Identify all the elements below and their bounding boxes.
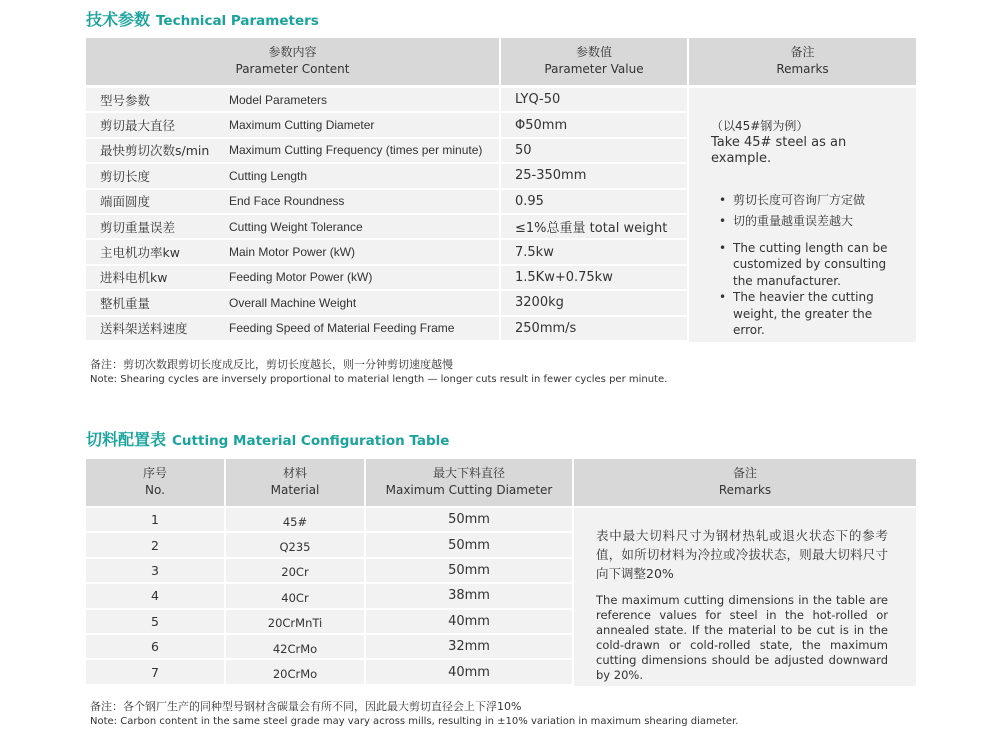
max-diameter: 40mm	[366, 660, 572, 683]
material: 20Cr	[226, 559, 364, 582]
header-en: Remarks	[718, 483, 772, 497]
header-max-diameter	[366, 459, 572, 506]
header-cn: 材料	[282, 466, 307, 480]
param-name-en: Cutting Weight Tolerance	[229, 219, 363, 234]
max-diameter: 50mm	[366, 508, 572, 531]
header-cn: 参数值	[575, 45, 612, 59]
max-diameter: 32mm	[366, 635, 572, 658]
row-number: 3	[86, 559, 224, 582]
material: 45#	[226, 508, 364, 531]
header-parameter-content	[86, 38, 499, 85]
param-name-cn: 型号参数	[100, 92, 151, 108]
remark-en: The maximum cutting dimensions in the table are reference values for steel in the hot-rolled or annealed state. If the material to be cut is in the cold-drawn or cold-rolled state, the maximum cutting dimensions should be adjusted downward by 20%.	[596, 593, 888, 682]
param-value: 25-350mm	[501, 164, 687, 187]
material: 42CrMo	[226, 635, 364, 658]
header-remarks	[689, 38, 916, 85]
param-value: 50	[501, 139, 687, 162]
remark-bullet: • 切的重量越重误差越大	[703, 211, 906, 232]
note-cn: 备注：剪切次数跟剪切长度成反比，剪切长度越长，则一分钟剪切速度越慢	[90, 358, 453, 371]
header-en: Maximum Cutting Diameter	[385, 483, 553, 497]
param-name-en: Feeding Motor Power (kW)	[229, 270, 373, 285]
param-name-cn: 端面圆度	[100, 194, 151, 210]
param-name-en: Maximum Cutting Diameter	[229, 118, 375, 133]
param-name-en: End Face Roundness	[229, 194, 345, 209]
row-number: 6	[86, 635, 224, 658]
param-name-en: Cutting Length	[229, 168, 308, 183]
remarks-cell	[689, 88, 916, 342]
header-remarks	[574, 459, 916, 506]
remark-example-cn: （以45#钢为例）	[711, 119, 809, 133]
header-material	[226, 459, 364, 506]
header-cn: 最大下料直径	[432, 466, 505, 480]
param-value: LYQ-50	[501, 88, 687, 111]
title-en: Cutting Material Configuration Table	[172, 433, 450, 449]
row-number: 4	[86, 584, 224, 607]
row-number: 1	[86, 508, 224, 531]
header-cn: 备注	[790, 45, 815, 59]
note-en: Note: Shearing cycles are inversely proportional to material length — longer cuts result in fewer cycles per minute.	[90, 374, 668, 385]
param-name-cn: 进料电机kw	[100, 270, 168, 286]
param-value: 1.5Kw+0.75kw	[501, 266, 687, 289]
header-en: Parameter Value	[544, 62, 644, 76]
row-number: 2	[86, 533, 224, 556]
remark-cn: 表中最大切料尺寸为钢材热轧或退火状态下的参考值，如所切材料为冷拉或冷拔状态，则最大切料尺寸向下调整20%	[596, 528, 888, 581]
param-name-en: Overall Machine Weight	[229, 295, 357, 310]
param-name-en: Main Motor Power (kW)	[229, 245, 356, 260]
header-en: Remarks	[776, 62, 829, 76]
param-name-cn: 最快剪切次数s/min	[100, 143, 210, 159]
header-en: Parameter Content	[235, 62, 350, 76]
note-en: Note: Carbon content in the same steel grade may vary across mills, resulting in ±10% variation in maximum shearing diameter.	[90, 716, 739, 727]
title-en: Technical Parameters	[156, 13, 319, 29]
technical-parameters-table	[86, 38, 916, 343]
header-en: No.	[145, 483, 165, 497]
material: Q235	[226, 533, 364, 556]
param-name-cn: 剪切长度	[100, 168, 151, 184]
param-name-cn: 剪切重量误差	[100, 219, 176, 235]
remark-bullet: • The heavier the cutting weight, the greater the error.	[703, 289, 906, 339]
param-value: Φ50mm	[501, 113, 687, 136]
param-value: ≤1%总重量 total weight	[501, 215, 687, 238]
max-diameter: 50mm	[366, 533, 572, 556]
header-cn: 序号	[142, 466, 167, 480]
header-cn: 参数内容	[268, 45, 317, 59]
max-diameter: 40mm	[366, 610, 572, 633]
param-name-en: Model Parameters	[229, 92, 328, 107]
section-title-technical-parameters	[86, 7, 319, 30]
row-number: 7	[86, 660, 224, 683]
max-diameter: 38mm	[366, 584, 572, 607]
header-no	[86, 459, 224, 506]
cutting-material-table	[86, 459, 916, 687]
remarks-cell	[574, 508, 916, 686]
param-name-cn: 剪切最大直径	[100, 118, 176, 134]
remark-example-en: Take 45# steel as an example.	[711, 134, 847, 166]
param-name-en: Feeding Speed of Material Feeding Frame	[229, 321, 455, 336]
header-parameter-value	[501, 38, 687, 85]
section-title-cutting-material	[86, 427, 449, 450]
note-cn: 备注：各个钢厂生产的同种型号钢材含碳量会有所不同，因此最大剪切直径会上下浮10%	[90, 700, 522, 713]
title-cn: 切料配置表	[86, 430, 167, 449]
param-value: 3200kg	[501, 291, 687, 314]
param-name-en: Maximum Cutting Frequency (times per minute)	[229, 143, 483, 158]
param-value: 0.95	[501, 190, 687, 213]
material: 20CrMnTi	[226, 610, 364, 633]
param-value: 250mm/s	[501, 317, 687, 340]
row-number: 5	[86, 610, 224, 633]
remark-bullet: • 剪切长度可咨询厂方定做	[703, 190, 906, 211]
param-name-cn: 主电机功率kw	[100, 245, 180, 261]
param-name-cn: 送料架送料速度	[100, 321, 188, 337]
material: 40Cr	[226, 584, 364, 607]
title-cn: 技术参数	[86, 10, 151, 29]
header-en: Material	[270, 483, 320, 497]
header-cn: 备注	[732, 466, 757, 480]
param-name-cn: 整机重量	[100, 295, 151, 311]
material: 20CrMo	[226, 660, 364, 683]
max-diameter: 50mm	[366, 559, 572, 582]
remark-bullet: • The cutting length can be customized by consulting the manufacturer.	[703, 240, 906, 290]
param-value: 7.5kw	[501, 240, 687, 263]
